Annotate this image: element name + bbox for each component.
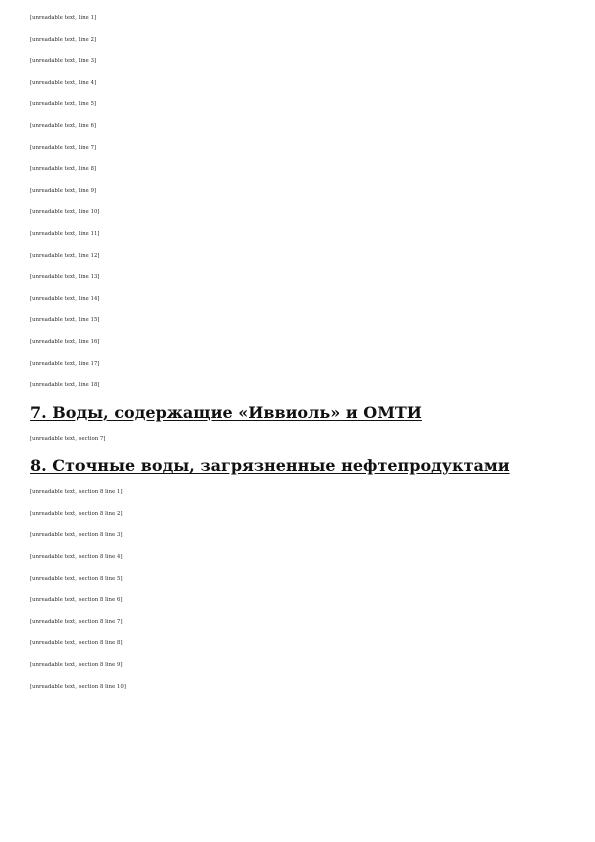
paragraph: [unreadable text, line 7] — [30, 144, 97, 151]
paragraph: [unreadable text, line 1] — [30, 15, 97, 21]
paragraph: [unreadable text, line 4] — [30, 79, 97, 86]
paragraph: [unreadable text, line 16] — [30, 338, 100, 345]
paragraph: [unreadable text, line 5] — [30, 101, 97, 108]
paragraph: [unreadable text, line 6] — [30, 122, 97, 129]
paragraph: [unreadable text, section 8 line 1] — [30, 489, 123, 496]
paragraph: [unreadable text, section 8 line 8] — [30, 640, 123, 647]
paragraph: [unreadable text, line 2] — [30, 36, 97, 43]
paragraph: [unreadable text, section 8 line 4] — [30, 554, 123, 561]
paragraph: [unreadable text, section 8 line 6] — [30, 597, 123, 604]
paragraph: [unreadable text, section 8 line 7] — [30, 618, 123, 625]
paragraph: [unreadable text, section 7] — [30, 435, 106, 442]
paragraph: [unreadable text, line 17] — [30, 360, 100, 367]
paragraph: [unreadable text, line 10] — [30, 209, 100, 216]
section-heading-8: 8. Сточные воды, загрязненные нефтепродуктами — [30, 456, 510, 476]
paragraph: [unreadable text, line 13] — [30, 274, 100, 281]
paragraph: [unreadable text, section 8 line 5] — [30, 575, 123, 582]
paragraph: [unreadable text, line 18] — [30, 382, 100, 389]
paragraph: [unreadable text, section 8 line 3] — [30, 532, 123, 539]
paragraph: [unreadable text, line 15] — [30, 317, 100, 324]
paragraph: [unreadable text, section 8 line 9] — [30, 662, 123, 669]
paragraph: [unreadable text, line 9] — [30, 187, 97, 194]
paragraph: [unreadable text, section 8 line 10] — [30, 683, 126, 690]
paragraph: [unreadable text, line 8] — [30, 166, 97, 173]
paragraph: [unreadable text, line 11] — [30, 230, 100, 237]
section-heading-7: 7. Воды, содержащие «Иввиоль» и ОМТИ — [30, 402, 422, 422]
paragraph: [unreadable text, line 14] — [30, 295, 100, 302]
paragraph: [unreadable text, line 12] — [30, 252, 100, 259]
paragraph: [unreadable text, section 8 line 2] — [30, 510, 123, 517]
paragraph: [unreadable text, line 3] — [30, 58, 97, 65]
